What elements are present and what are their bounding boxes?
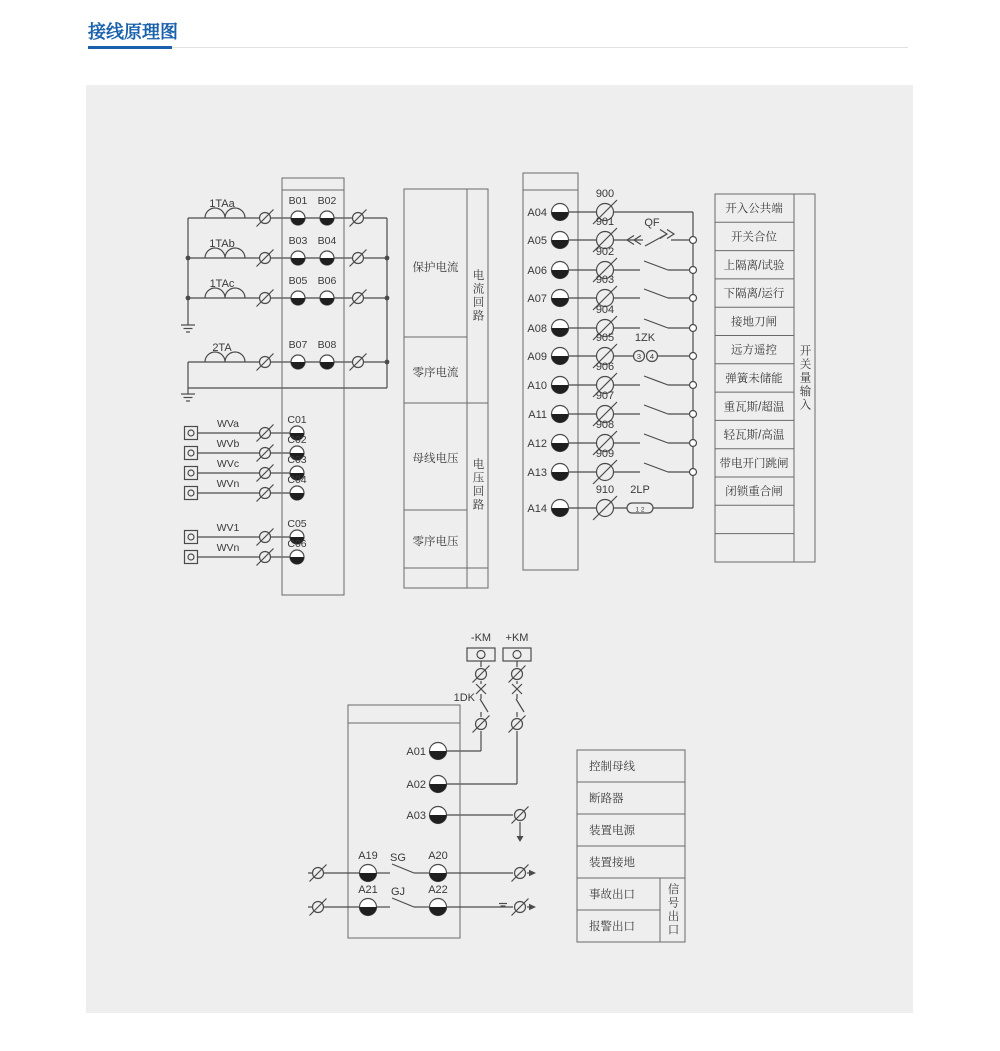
di-label: 上隔离/试验: [723, 259, 785, 272]
ct-row-1tac: [188, 275, 387, 307]
terminal-icon: [430, 899, 447, 916]
pt-label: WV1: [216, 522, 240, 534]
slash-terminal-icon: [512, 865, 529, 882]
contact-blade-icon: [644, 463, 668, 472]
node-icon: [690, 440, 697, 447]
circuit-row-label: 母线电压: [412, 453, 459, 465]
remote-switch-pins-icon: [634, 351, 658, 362]
ct-label: 2TA: [212, 342, 232, 354]
arrow-icon: [529, 870, 536, 876]
wire-number: 909: [595, 448, 615, 460]
di-row-a13: [527, 448, 696, 484]
node-icon: [690, 382, 697, 389]
slash-terminal-icon: [257, 290, 274, 307]
terminal-icon: [430, 865, 447, 882]
link-strap-icon: [627, 503, 653, 514]
km-neg-label: -KM: [470, 632, 492, 644]
terminal-label: C04: [287, 474, 307, 486]
label-current-loop: 电流回路: [471, 269, 484, 323]
terminal-icon: [360, 899, 377, 916]
terminal-icon: [291, 211, 305, 225]
wire-number: 904: [595, 304, 615, 316]
label-signal-output: 信号出口: [666, 883, 679, 937]
slash-terminal-icon: [350, 250, 367, 267]
slash-terminal-icon: [257, 485, 274, 502]
node-icon: [690, 411, 697, 418]
wire-number: 910: [595, 484, 615, 496]
di-label: 弹簧未储能: [725, 373, 783, 385]
pt-terminal-icon: [185, 487, 198, 500]
ct-row-2ta: [188, 339, 387, 371]
terminal-label: A03: [406, 810, 426, 822]
terminal-label: A19: [358, 850, 378, 862]
knife-switch-icon: [516, 699, 524, 712]
fuse-cross-icon: [512, 684, 522, 694]
pt-section: [185, 414, 307, 566]
terminal-icon: [430, 807, 447, 824]
terminal-label: A04: [527, 207, 547, 219]
slash-terminal-icon: [473, 716, 490, 733]
device-label: QF: [644, 217, 660, 229]
terminal-label: A14: [527, 503, 547, 515]
terminal-label: C06: [287, 538, 307, 550]
terminal-icon: [290, 550, 304, 564]
terminal-label: A05: [527, 235, 547, 247]
arrow-icon: [529, 904, 536, 910]
di-section: [527, 188, 696, 520]
pt-label: WVn: [216, 542, 240, 554]
circuit-table: [404, 189, 488, 588]
terminal-label: A21: [358, 884, 378, 896]
wire-number: 908: [595, 419, 615, 431]
slash-terminal-icon: [257, 529, 274, 546]
relay-label: GJ: [390, 886, 406, 898]
terminal-label: C02: [287, 434, 307, 446]
terminal-label: A20: [428, 850, 448, 862]
di-label: 接地刀闸: [731, 316, 777, 329]
legend-label: 报警出口: [589, 921, 635, 933]
contact-blade-icon: [644, 319, 668, 328]
pt-label: WVa: [217, 418, 239, 430]
terminal-label: B07: [288, 339, 308, 351]
km-terminal-icon: [467, 648, 495, 661]
wire-number: 901: [595, 216, 615, 228]
pt-terminal-icon: [185, 427, 198, 440]
km-pos-label: +KM: [505, 632, 529, 644]
wire-number: 907: [595, 390, 615, 402]
km-terminal-icon: [503, 648, 531, 661]
terminal-label: A02: [406, 779, 426, 791]
pt-terminal-icon: [185, 467, 198, 480]
knife-switch-icon: [480, 699, 488, 712]
circuit-row-label: 零序电压: [412, 536, 459, 548]
slash-terminal-icon: [512, 899, 529, 916]
slash-terminal-icon: [350, 354, 367, 371]
label-voltage-loop: 电压回路: [471, 458, 484, 512]
terminal-icon: [552, 290, 569, 307]
slash-terminal-icon: [350, 210, 367, 227]
terminal-label: A08: [527, 323, 547, 335]
contact-blade-icon: [392, 864, 414, 873]
ct-label: 1TAa: [209, 198, 235, 210]
ct-row-1tab: [188, 235, 387, 267]
di-label: 开入公共端: [725, 203, 783, 215]
terminal-icon: [320, 291, 334, 305]
di-label: 轻瓦斯/高温: [723, 429, 785, 442]
pt-label: WVn: [216, 478, 240, 490]
terminal-label: C01: [287, 414, 307, 426]
node-icon: [690, 325, 697, 332]
circuit-row-label: 零序电流: [412, 367, 459, 379]
dk-label: 1DK: [453, 692, 475, 704]
legend-label: 控制母线: [589, 761, 635, 773]
terminal-icon: [552, 377, 569, 394]
contact-blade-icon: [644, 434, 668, 443]
breaker-position-contact-icon: [627, 230, 674, 247]
ct-label: 1TAb: [209, 238, 235, 250]
di-label: 闭锁重合闸: [725, 486, 783, 499]
terminal-label: B04: [317, 235, 337, 247]
power-section: [308, 632, 536, 938]
node-icon: [690, 237, 697, 244]
terminal-label: A22: [428, 884, 448, 896]
page-title: 接线原理图: [88, 22, 178, 42]
terminal-icon: [552, 464, 569, 481]
relay-label: SG: [390, 852, 406, 864]
terminal-icon: [360, 865, 377, 882]
pin-number: 4: [649, 352, 655, 361]
di-label: 带电开门跳闸: [719, 457, 789, 470]
label-di-group: 开关量输入: [798, 344, 811, 412]
terminal-icon: [552, 348, 569, 365]
terminal-icon: [552, 204, 569, 221]
terminal-label: A10: [527, 380, 547, 392]
ground-arrow-icon: [517, 836, 524, 842]
terminal-label: B06: [317, 275, 337, 287]
legend-label: 装置电源: [589, 825, 635, 837]
contact-blade-icon: [644, 405, 668, 414]
node-icon: [690, 267, 697, 274]
terminal-label: B05: [288, 275, 308, 287]
terminal-icon: [552, 232, 569, 249]
terminal-label: C03: [287, 454, 307, 466]
node-icon: [690, 469, 697, 476]
device-label: 1ZK: [634, 332, 656, 344]
pin-number: 3: [636, 352, 642, 361]
slash-terminal-icon: [509, 716, 526, 733]
wire-number: 902: [595, 246, 615, 258]
terminal-label: A13: [527, 467, 547, 479]
slash-terminal-icon: [310, 865, 327, 882]
output-row-gj: [308, 884, 536, 916]
terminal-icon: [552, 320, 569, 337]
slash-terminal-icon: [350, 290, 367, 307]
terminal-icon: [291, 291, 305, 305]
slash-terminal-icon: [593, 460, 617, 484]
terminal-icon: [552, 262, 569, 279]
terminal-label: A09: [527, 351, 547, 363]
ct-row-1taa: [188, 195, 387, 227]
slash-terminal-icon: [257, 549, 274, 566]
legend-label: 断路器: [589, 793, 624, 805]
terminal-icon: [552, 435, 569, 452]
ct-section: [181, 195, 389, 401]
terminal-label: A06: [527, 265, 547, 277]
fuse-cross-icon: [476, 684, 486, 694]
slash-terminal-icon: [257, 354, 274, 371]
wire-number: 903: [595, 274, 615, 286]
terminal-label: B01: [288, 195, 308, 207]
pt-label: WVb: [216, 438, 240, 450]
slash-terminal-icon: [512, 807, 529, 824]
pt-label: WVc: [216, 458, 240, 470]
terminal-icon: [320, 211, 334, 225]
output-row-sg: [308, 850, 536, 882]
slash-terminal-icon: [509, 666, 526, 683]
di-row-a14: [527, 484, 693, 520]
slash-terminal-icon: [257, 465, 274, 482]
slash-terminal-icon: [257, 210, 274, 227]
device-label: 2LP: [630, 484, 650, 496]
pt-row-wvn: [185, 474, 307, 502]
ground-icon: [181, 320, 195, 332]
terminal-label: A12: [527, 438, 547, 450]
di-label: 开关合位: [731, 231, 777, 244]
pt-terminal-icon: [185, 551, 198, 564]
di-label: 重瓦斯/超温: [723, 401, 785, 414]
terminal-label: A01: [406, 746, 426, 758]
pt-terminal-icon: [185, 447, 198, 460]
terminal-icon: [320, 251, 334, 265]
di-label: 远方遥控: [731, 344, 777, 357]
ground-icon: [181, 389, 195, 401]
slash-terminal-icon: [257, 250, 274, 267]
circuit-row-label: 保护电流: [412, 262, 459, 274]
terminal-icon: [552, 500, 569, 517]
node-icon: [690, 353, 697, 360]
terminal-icon: [552, 406, 569, 423]
terminal-icon: [291, 251, 305, 265]
strap-pins: 1 2: [635, 506, 645, 514]
contact-blade-icon: [644, 289, 668, 298]
pt-terminal-icon: [185, 531, 198, 544]
pt-row-wvn2: [185, 538, 307, 566]
ct-label: 1TAc: [209, 278, 235, 290]
slash-terminal-icon: [310, 899, 327, 916]
di-label: 下隔离/运行: [723, 288, 785, 301]
node-icon: [690, 295, 697, 302]
terminal-label: B08: [317, 339, 337, 351]
legend-label: 事故出口: [589, 889, 635, 901]
contact-blade-icon: [392, 898, 414, 907]
wire-number: 905: [595, 332, 615, 344]
slash-terminal-icon: [473, 666, 490, 683]
contact-blade-icon: [644, 376, 668, 385]
terminal-label: A11: [528, 409, 547, 421]
terminal-icon: [320, 355, 334, 369]
terminal-label: C05: [287, 518, 307, 530]
slash-terminal-icon: [593, 496, 617, 520]
contact-blade-icon: [644, 261, 668, 270]
slash-terminal-icon: [257, 425, 274, 442]
slash-terminal-icon: [257, 445, 274, 462]
terminal-icon: [290, 486, 304, 500]
terminal-icon: [430, 776, 447, 793]
terminal-icon: [291, 355, 305, 369]
terminal-icon: [430, 743, 447, 760]
wire-number: 906: [595, 361, 615, 373]
terminal-label: A07: [527, 293, 547, 305]
wire-number: 900: [595, 188, 615, 200]
terminal-label: B03: [288, 235, 308, 247]
terminal-label: B02: [317, 195, 337, 207]
legend-label: 装置接地: [589, 857, 635, 869]
